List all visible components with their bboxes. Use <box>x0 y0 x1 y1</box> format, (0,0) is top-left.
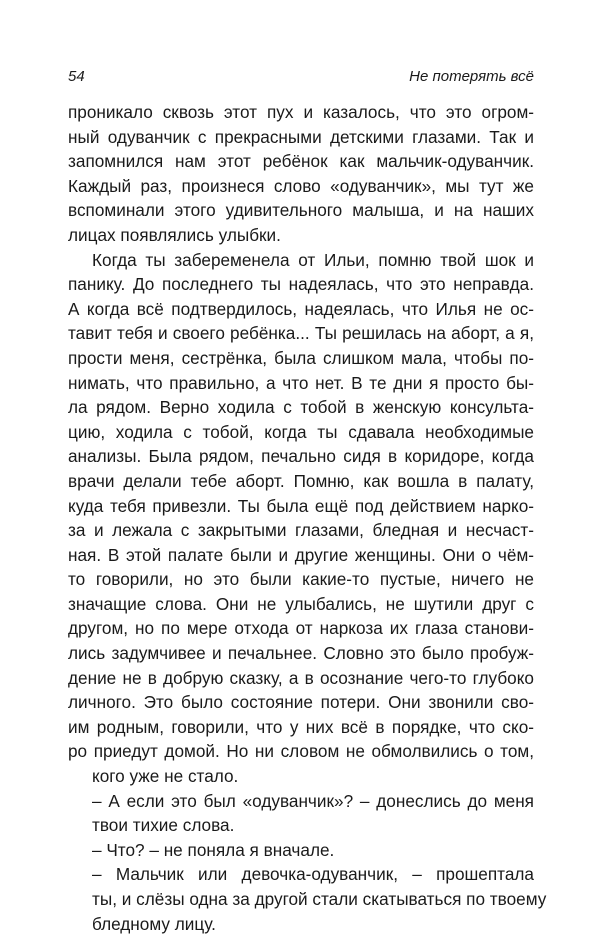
text-line: то говорили, но это были какие-то пустые, ничего не <box>68 569 534 590</box>
text-line: им родным, говорили, что у них всё в порядке, что ско- <box>68 716 534 737</box>
running-head <box>68 68 534 90</box>
text-line: твои тихие слова. <box>92 815 235 836</box>
text-line: куда тебя привезли. Ты была ещё под действием нарко- <box>68 495 534 516</box>
body-text <box>68 100 547 936</box>
text-line: цию, ходила с тобой, когда ты сдавала необходимые <box>68 421 534 442</box>
text-line: кого уже не стало. <box>92 766 239 787</box>
text-line: ро приедут домой. Но ни словом не обмолвились о том, <box>68 741 534 762</box>
text-line: ный одуванчик с прекрасными детскими глазами. Так и <box>68 126 534 147</box>
text-line: панику. До последнего ты надеялась, что это неправда. <box>68 274 534 295</box>
text-line: Когда ты забеременела от Ильи, помню твой шок и <box>92 249 534 270</box>
text-line: проникало сквозь этот пух и казалось, что это огром- <box>68 102 534 122</box>
text-line: – Что? – не поняла я вначале. <box>92 839 335 860</box>
text-line: вспоминали этого удивительного малыша, и на наших <box>68 200 534 221</box>
text-line: – А если это был «одуванчик»? – донеслись до меня <box>92 790 534 811</box>
text-line: нимать, что правильно, а что нет. В те дни я просто бы- <box>68 372 534 393</box>
text-line: личного. Это было состояние потери. Они звонили сво- <box>68 692 534 713</box>
page-number: 54 <box>68 68 85 85</box>
text-line: ная. В этой палате были и другие женщины. Они о чём- <box>68 544 534 565</box>
text-line: запомнился нам этот ребёнок как мальчик-одуванчик. <box>68 151 534 172</box>
text-line: ты, и слёзы одна за другой стали скатываться по твоему <box>92 889 547 909</box>
running-title: Не потерять всё <box>409 68 534 85</box>
text-line: значащие слова. Они не улыбались, не шутили друг с <box>68 593 534 614</box>
text-line: ла рядом. Верно ходила с тобой в женскую консульта- <box>68 397 534 418</box>
text-line: врачи делали тебе аборт. Помню, как вошла в палату, <box>68 470 534 491</box>
text-line: другом, но по мере отхода от наркоза их глаза станови- <box>68 618 534 639</box>
text-line: анализы. Была рядом, печально сидя в коридоре, когда <box>68 446 534 467</box>
text-line: лись задумчивее и печальнее. Словно это было пробуж- <box>68 643 534 664</box>
text-line: Каждый раз, произнеся слово «одуванчик», мы тут же <box>68 175 534 196</box>
text-line: тавит тебя и своего ребёнка... Ты решилась на аборт, а я, <box>68 323 534 344</box>
text-line: дение не в добрую сказку, а в осознание чего-то глубоко <box>68 667 534 688</box>
text-line: бледному лицу. <box>92 913 216 934</box>
text-line: – Мальчик или девочка-одуванчик, – прошептала <box>92 864 534 885</box>
text-line: А когда всё подтвердилось, надеялась, что Илья не ос- <box>68 298 534 319</box>
text-line: лицах появлялись улыбки. <box>68 224 281 245</box>
text-line: за и лежала с закрытыми глазами, бледная и несчаст- <box>68 520 534 541</box>
text-line: прости меня, сестрёнка, была слишком мала, чтобы по- <box>68 347 534 368</box>
